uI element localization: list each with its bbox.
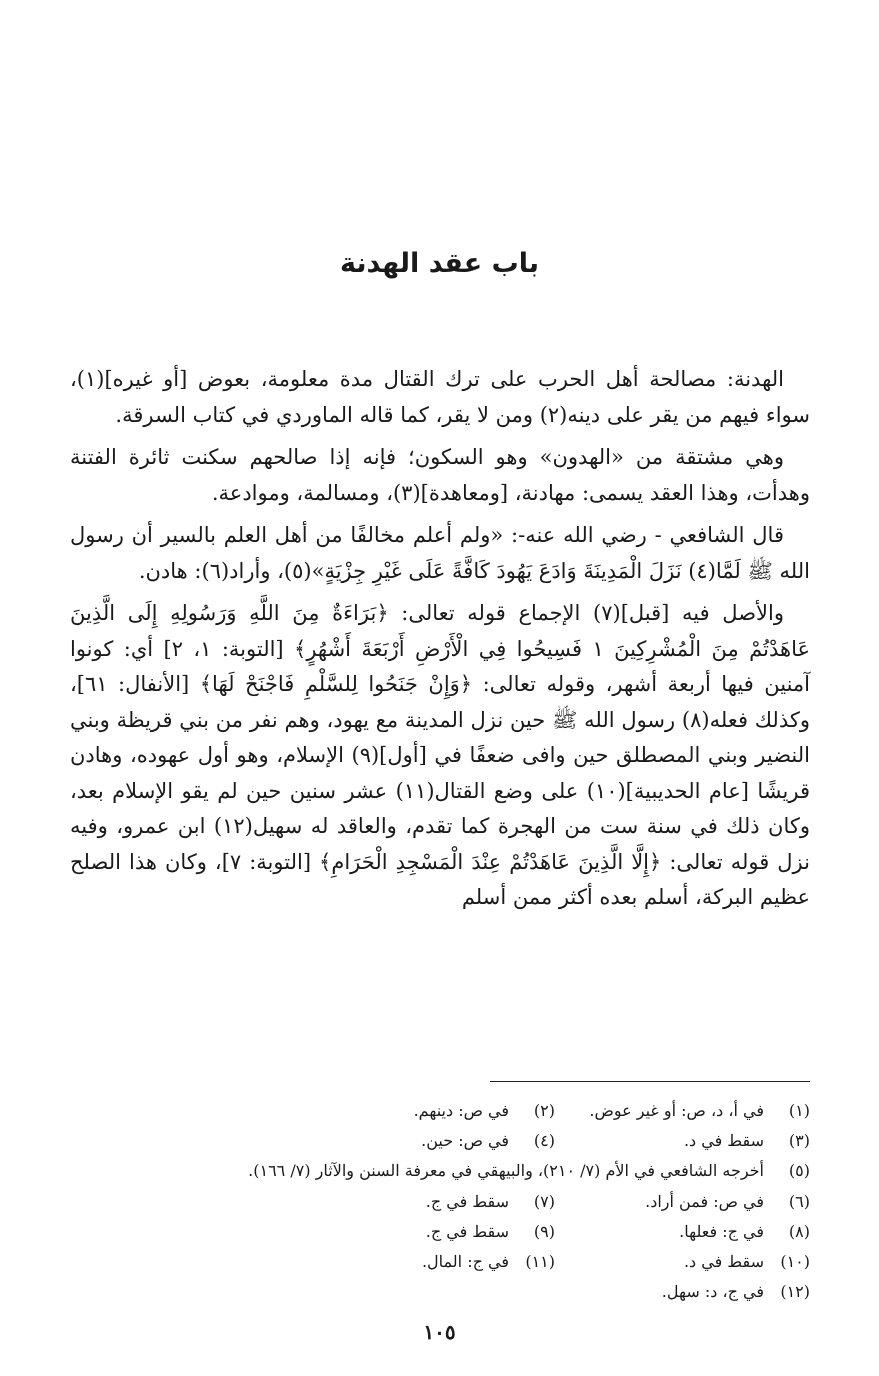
footnote-text: في ص: دينهم.: [413, 1101, 509, 1120]
footnote-row: [70, 1187, 810, 1217]
main-text: [70, 362, 810, 923]
footnote-text: في ص: حين.: [421, 1131, 509, 1151]
paragraph-1: الهدنة: مصالحة أهل الحرب على ترك القتال مدة معلومة، بعوض [أو غيره](١)، سواء فيهم من يقر على دينه(٢) ومن لا يقر، كما قاله الماوردي في كتاب السرقة.: [70, 367, 810, 427]
footnote-separator: [490, 1081, 810, 1082]
footnote-text: في ج: فعلها.: [679, 1221, 764, 1241]
footnote-item: [555, 1096, 810, 1126]
footnote-text: سقط في ج.: [425, 1221, 509, 1241]
footnote-number: (٨): [788, 1221, 810, 1241]
footnote-number: (٤): [533, 1131, 555, 1151]
footnote-text: سقط في ج.: [425, 1191, 509, 1211]
footnote-item: [555, 1217, 810, 1247]
footnote-number: (١): [788, 1101, 810, 1120]
footnote-item: [300, 1126, 555, 1156]
footnote-number: (١٢): [780, 1282, 810, 1302]
footnote-row: [70, 1277, 810, 1307]
footnote-number: (٣): [788, 1131, 810, 1151]
footnote-text: سقط في د.: [683, 1131, 764, 1151]
footnote-item: [555, 1277, 810, 1307]
paragraph-2: وهي مشتقة من «الهدون» وهو السكون؛ فإنه إذا صالحهم سكنت ثائرة الفتنة وهدأت، وهذا العقد يسمى: مهادنة، [ومعاهدة](٣)، ومسالمة، وموادعة.: [70, 445, 810, 505]
footnote-text: أخرجه الشافعي في الأم (٧/ ٢١٠)، والبيهقي في معرفة السنن والآثار (٧/ ١٦٦).: [248, 1161, 764, 1181]
footnote-row: [70, 1247, 810, 1277]
chapter-title: باب عقد الهدنة: [339, 248, 539, 279]
footnote-number: (٦): [788, 1191, 810, 1211]
footnote-number: (١١): [525, 1252, 555, 1272]
footnote-text: في أ، د، ص: أو غير عوض.: [589, 1101, 764, 1120]
footnote-text: سقط في د.: [683, 1252, 764, 1272]
footnote-item: [300, 1187, 555, 1217]
footnote-item: [555, 1187, 810, 1217]
footnote-number: (١٠): [780, 1252, 810, 1272]
footnote-text: في ج، د: سهل.: [661, 1282, 764, 1302]
footnote-number: (٩): [533, 1221, 555, 1241]
paragraph-4: والأصل فيه [قبل](٧) الإجماع قوله تعالى: ﴿بَرَاءَةٌ مِنَ اللَّهِ وَرَسُولِهِ إِلَى الَّذِينَ عَاهَدْتُمْ مِنَ الْمُشْرِكِينَ ١ فَسِيحُوا فِي الْأَرْضِ أَرْبَعَةَ أَشْهُرٍ﴾ [التوبة: ١، ٢] أي: كونوا آمنين فيها أربعة أشهر، وقوله تعالى: ﴿وَإِنْ جَنَحُوا لِلسَّلْمِ فَاجْنَحْ لَهَا﴾ [الأنفال: ٦١]، وكذلك فعله(٨) رسول الله ﷺ حين نزل المدينة مع يهود، وهم نفر من بني قريظة وبني النضير وبني المصطلق حين وافى ضعفًا في [أول](٩) الإسلام، وهو أول عهوده، وهادن قريشًا [عام الحديبية](١٠) على وضع القتال(١١) عشر سنين حين لم يقو الإسلام بعد، وكان ذلك في سنة ست من الهجرة كما تقدم، والعاقد له سهيل(١٢) ابن عمرو، وفيه نزل قوله تعالى: ﴿إِلَّا الَّذِينَ عَاهَدْتُمْ عِنْدَ الْمَسْجِدِ الْحَرَامِ﴾ [التوبة: ٧]، وكان هذا الصلح عظيم البركة، أسلم بعده أكثر ممن أسلم: [70, 601, 810, 909]
footnote-item: [300, 1096, 555, 1126]
footnote-item: [300, 1217, 555, 1247]
page-number: ١٠٥: [423, 1320, 456, 1344]
footnote-text: في ج: المال.: [421, 1252, 509, 1272]
footnote-item: [555, 1247, 810, 1277]
footnote-number: (٧): [533, 1191, 555, 1211]
paragraph-3: قال الشافعي - رضي الله عنه-: «ولم أعلم مخالفًا من أهل العلم بالسير أن رسول الله ﷺ لَمَّا(٤) نَزَلَ الْمَدِينَةَ وَادَعَ يَهُودَ كَافَّةً عَلَى غَيْرِ جِزْيَةٍ»(٥)، وأراد(٦): هادن.: [70, 523, 810, 583]
footnote-row: [70, 1126, 810, 1156]
footnote-item: [555, 1126, 810, 1156]
footnote-row: [70, 1156, 810, 1186]
footnote-number: (٥): [788, 1161, 810, 1181]
footnote-item: [70, 1156, 810, 1186]
footnote-row: [70, 1096, 810, 1126]
footnote-row: [70, 1217, 810, 1247]
footnote-item: [300, 1247, 555, 1277]
footnote-text: في ص: فمن أراد.: [645, 1191, 764, 1211]
footnote-number: (٢): [533, 1101, 555, 1120]
footnotes: [70, 1096, 810, 1307]
